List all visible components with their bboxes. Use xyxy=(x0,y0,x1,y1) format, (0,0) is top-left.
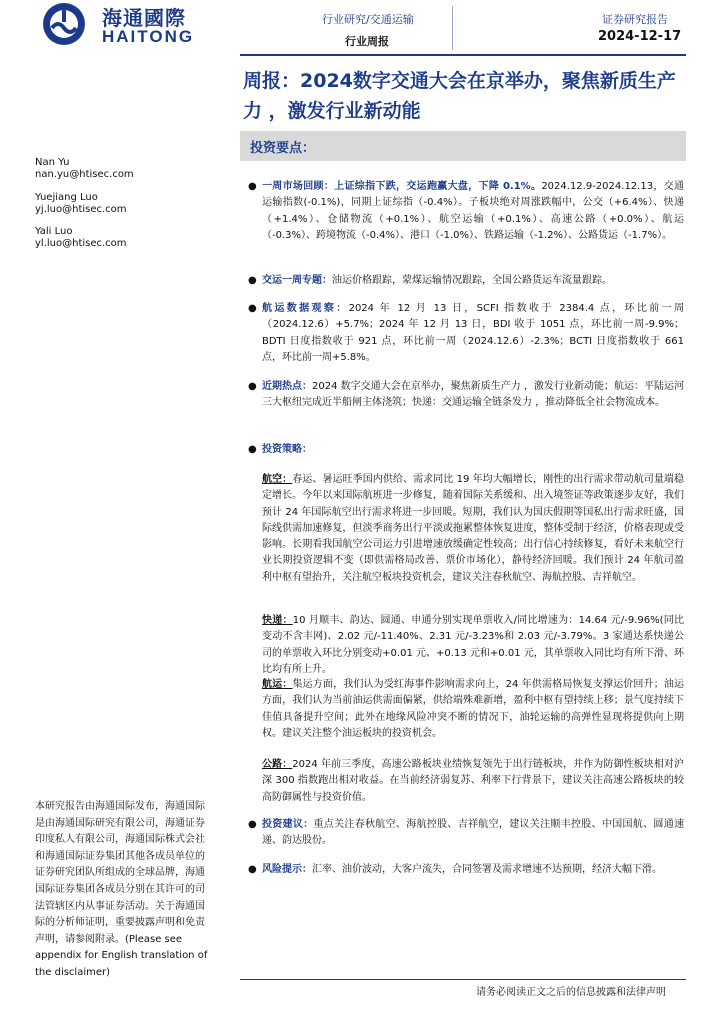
bullet-text: 2024 年 12 月 13 日，SCFI 指数收于 2384.4 点，环比前一周（2024.12.6）+5.7%；2024 年 12 月 13 日，BDI 收于 1051 点，环比前一周-9.9%；BDTI 日度指数收于 921 点，环比前一周（2024.12.6）-2.3%；BCTI 日度指数收于 661 点，环比前一周+5.8%。 xyxy=(262,303,684,363)
report-category: 行业研究/交通运输 xyxy=(322,13,414,26)
header-rule xyxy=(240,54,686,56)
bullet-label: 交运一周专题： xyxy=(262,275,332,286)
strategy-text: 2024 年前三季度，高速公路板块业绩恢复领先于出行链板块，并作为防御性板块相对沪深 300 指数跑出相对收益。在当前经济弱复苏、利率下行背景下，建议关注高速公路板块的较高防御属性与投资价值。 xyxy=(262,759,684,803)
strategy-label: 快递： xyxy=(262,615,293,626)
bullet-text: 重点关注春秋航空、海航控股、吉祥航空，建议关注顺丰控股、中国国航、圆通速递、韵达股份。 xyxy=(262,819,684,847)
footer-rule xyxy=(240,979,686,980)
bullet-text: 油运价格跟踪，蒙煤运输情况跟踪，全国公路货运车流量跟踪。 xyxy=(332,275,612,286)
analyst-email[interactable]: nan.yu@htisec.com xyxy=(35,169,134,180)
bullet-label: 一周市场回顾：上证综指下跌，交运跑赢大盘，下降 0.1%。 xyxy=(262,181,542,192)
strategy-label: 公路： xyxy=(262,759,293,770)
analyst-name: Yali Luo xyxy=(35,226,73,237)
disclaimer-text: 本研究报告由海通国际发布，海通国际是由海通国际研究有限公司，海通证券印度私人有限公司，海通国际株式会社和海通国际证券集团其他各成员单位的证券研究团队所组成的全球品牌，海通国际证券集团各成员分别在其许可的司法管辖区内从事证券活动。关于海通国际的分析师证明，重要披露声明和免责声明，请参阅附录。(Please see appendix for English translation of the disclaimer) xyxy=(35,801,208,978)
bullet-hot-topics xyxy=(248,379,684,412)
strategy-aviation xyxy=(262,472,684,586)
bullet-text: 2024 数字交通大会在京举办，聚焦新质生产力 ，激发行业新动能；航运：平陆运河三大枢纽完成近半船闸主体浇筑；快递：交通运输全链条发力 ，推动降低全社会物流成本。 xyxy=(262,381,685,409)
report-type: 行业周报 xyxy=(345,35,389,48)
haitong-logo-icon xyxy=(42,2,86,46)
bullet-icon: ● xyxy=(248,444,257,455)
bullet-investment-advice xyxy=(248,817,684,850)
strategy-express xyxy=(262,613,684,678)
report-date: 2024-12-17 xyxy=(598,29,682,44)
analyst-email[interactable]: yj.luo@htisec.com xyxy=(35,204,127,215)
strategy-label: 航运： xyxy=(262,679,293,690)
bullet-label: 风险提示： xyxy=(262,864,312,875)
header-divider xyxy=(452,6,453,50)
bullet-label: 投资策略： xyxy=(262,444,312,455)
bullet-icon: ● xyxy=(248,381,257,392)
bullet-shipping-data xyxy=(248,301,684,366)
logo-name-en: HAITONG xyxy=(102,27,195,46)
bullet-label: 投资建议： xyxy=(262,819,314,830)
logo-name-cn: 海通國際 xyxy=(102,6,186,30)
strategy-highway xyxy=(262,757,684,806)
company-logo xyxy=(40,0,240,52)
bullet-icon: ● xyxy=(248,181,257,192)
strategy-text: 10 月顺丰、韵达、圆通、申通分别实现单票收入/同比增速为：14.64 元/-9.96%(同比变动不含丰网)、2.02 元/-11.40%、2.31 元/-3.23%和 2.03 元/-3.79%。3 家通达系快递公司的单票收入环比分别变动+0.01 元、+0.13 元和+0.01 元，其单票收入同比均有所下滑、环比均有所上升。 xyxy=(262,615,685,675)
document-class: 证券研究报告 xyxy=(602,13,668,26)
bullet-icon: ● xyxy=(248,303,257,314)
bullet-market-review xyxy=(248,179,684,244)
bullet-icon: ● xyxy=(248,864,257,875)
analyst-name: Nan Yu xyxy=(35,157,70,168)
section-header xyxy=(240,131,686,161)
bullet-weekly-topic xyxy=(248,273,684,289)
bullet-icon: ● xyxy=(248,275,257,286)
analyst-email[interactable]: yl.luo@htisec.com xyxy=(35,238,127,249)
strategy-shipping xyxy=(262,677,684,742)
footer-notice: 请务必阅读正文之后的信息披露和法律声明 xyxy=(476,987,666,998)
strategy-label: 航空： xyxy=(262,474,293,485)
bullet-risk-warning xyxy=(248,862,684,878)
bullet-strategy xyxy=(248,442,684,458)
bullet-label: 近期热点： xyxy=(262,381,313,392)
bullet-text: 2024.12.9-2024.12.13，交通运输指数(-0.1%)，同期上证综指（-0.4%）。子板块绝对周涨跌幅中，公交（+6.4%）、快递（+1.4%）、仓储物流（+0.1%）、航空运输（+0.1%）、高速公路（+0.0%）、航运（-0.3%）、跨境物流（-0.4%）、港口（-1.0%）、铁路运输（-1.2%）、公路货运（-1.7%）。 xyxy=(262,181,685,241)
bullet-icon: ● xyxy=(248,819,257,830)
section-title: 投资要点： xyxy=(250,141,316,156)
strategy-text: 集运方面，我们认为受红海事件影响需求向上，24 年供需格局恢复支撑运价回升；油运方面，我们认为当前油运供需面偏紧，供给端殊难新增，盈利中枢有望持续上移；景气度持续下佳值具备提升空间；此外在地缘风险冲突不断的情况下，油轮运输的高弹性显现将提供向上期权。建议关注整个油运板块的投资机会。 xyxy=(262,679,685,739)
report-title: 周报：2024数字交通大会在京举办，聚焦新质生产力 ，激发行业新动能 xyxy=(243,70,676,122)
strategy-text: 春运、暑运旺季国内供给、需求同比 19 年均大幅增长，刚性的出行需求带动航司量端稳定增长。今年以来国际航班进一步修复，随着国际关系缓和、出入境签证等政策逐步友好，我们预计 24 年国际航空出行需求将进一步回暖。短期，我们认为国庆假期等国私出行需求旺盛，国际线供需加速修复，但淡季商务出行平淡或拖累整体恢复进度，整体受制于经济，价格表现或受影响。长期看我国航空公司运力引进增速放缓确定性较高；出行信心持续修复，看好未来航空行业长期投资逻辑不变（即供需格局改善、票价市场化），静待经济回暖。我们预计 24 年航司盈利中枢有望抬升，关注航空板块投资机会，建议关注春秋航空、海航控股、吉祥航空。 xyxy=(262,474,684,583)
bullet-label: 航运数据观察： xyxy=(262,303,349,314)
analyst-name: Yuejiang Luo xyxy=(35,192,98,203)
bullet-text: 汇率、油价波动，大客户流失，合同签署及需求增速不达预期，经济大幅下滑。 xyxy=(312,864,662,875)
